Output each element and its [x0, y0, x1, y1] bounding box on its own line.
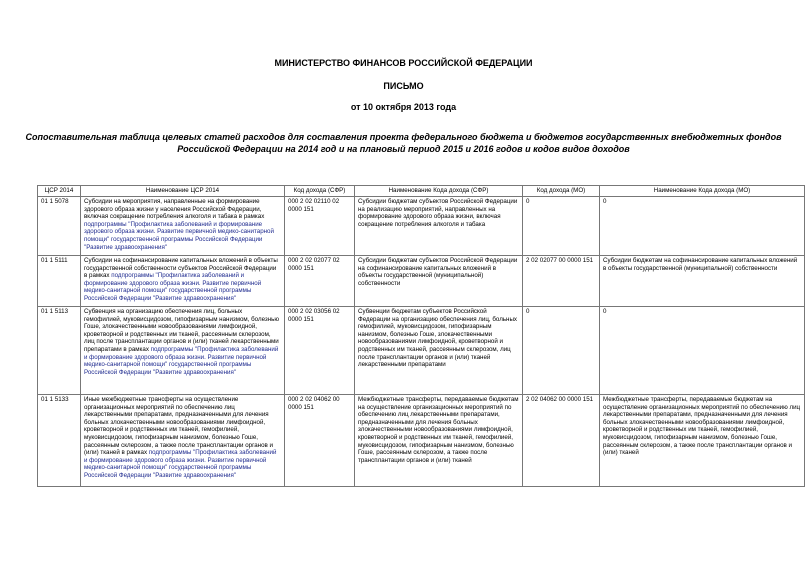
table-row: [38, 256, 805, 307]
sfr-name-cell: Субвенции бюджетам субъектов Российской Федерации на организацию обеспечения лиц, больных гемофилией, муковисцидозом, гипофизарным нанизмом, болезнью Гоше, злокачественными новообразованиями лимфоидной, кроветворной и родственных им тканей, рассеянным склерозом, лиц после трансплантации органов и (или) тканей лекарственными препаратами: [355, 307, 523, 395]
document-type-heading: ПИСЬМО: [383, 81, 424, 91]
table-row: [38, 395, 805, 487]
sfr-code-cell: 000 2 02 02077 02 0000 151: [285, 256, 355, 307]
csr-code-cell: 01 1 5111: [38, 256, 81, 307]
csr-name-text: Иные межбюджетные трансферты на осуществление организационных мероприятий по обеспечению лиц лекарственными препаратами, предназначенными для лечения больных злокачественными новообразованиями лимфоидной, кроветворной и родственных им тканей, гемофилией, муковисцидозом, гипофизарным нанизмом, болезнью Гоше, рассеянным склерозом, а также после трансплантации органов и (или) тканей в рамках: [84, 396, 273, 457]
program-link[interactable]: подпрограммы "Профилактика заболеваний и формирование здорового образа жизни. Развитие первичной медико-санитарной помощи" государственной программы Российской Федерации "Развитие здравоохранения": [84, 220, 274, 251]
document-date: от 10 октября 2013 года: [350, 102, 457, 112]
csr-name-text: Субсидии на софинансирование капитальных вложений в объекты государственной собственности субъектов Российской Федерации в рамках: [84, 257, 278, 280]
csr-code-cell: 01 1 5078: [38, 197, 81, 256]
csr-name-text: Субвенция на организацию обеспечения лиц, больных гемофилией, муковисцидозом, гипофизарным нанизмом, болезнью Гоше, злокачественными новообразованиями лимфоидной, кроветворной и родственных им тканей, рассеянным склерозом, лиц после трансплантации органов и (или) тканей лекарственными препаратами в рамках: [84, 308, 280, 353]
mo-name-cell: Субсидии бюджетам на софинансирование капитальных вложений в объекты государственной (муниципальной) собственности: [600, 256, 805, 307]
column-header: Наименование Кода дохода (СФР): [355, 186, 523, 197]
column-header: Код дохода (МО): [523, 186, 600, 197]
table-header-row: [38, 186, 805, 197]
csr-name-cell: [81, 256, 285, 307]
mo-code-cell: 2 02 04062 00 0000 151: [523, 395, 600, 487]
mo-name-cell: 0: [600, 307, 805, 395]
csr-code-cell: 01 1 5133: [38, 395, 81, 487]
comparison-table: [37, 185, 805, 487]
comparison-table-container: [37, 185, 804, 487]
mo-code-cell: 0: [523, 307, 600, 395]
table-row: [38, 307, 805, 395]
mo-name-cell: Межбюджетные трансферты, передаваемые бюджетам на осуществление организационных мероприятий по обеспечению лиц лекарственными препаратами, предназначенными для лечения больных злокачественными новообразованиями лимфоидной, кроветворной и родственных им тканей, гемофилией, муковисцидозом, гипофизарным нанизмом, болезнью Гоше, рассеянным склерозом, а также после трансплантации органов и (или) тканей: [600, 395, 805, 487]
sfr-code-cell: 000 2 02 02110 02 0000 151: [285, 197, 355, 256]
mo-name-cell: 0: [600, 197, 805, 256]
column-header: Наименование ЦСР 2014: [81, 186, 285, 197]
sfr-code-cell: 000 2 02 04062 00 0000 151: [285, 395, 355, 487]
csr-name-cell: [81, 307, 285, 395]
column-header: ЦСР 2014: [38, 186, 81, 197]
sfr-code-cell: 000 2 02 03056 02 0000 151: [285, 307, 355, 395]
csr-code-cell: 01 1 5113: [38, 307, 81, 395]
csr-name-cell: [81, 197, 285, 256]
ministry-heading: МИНИСТЕРСТВО ФИНАНСОВ РОССИЙСКОЙ ФЕДЕРАЦИИ: [274, 58, 533, 68]
mo-code-cell: 0: [523, 197, 600, 256]
mo-code-cell: 2 02 02077 00 0000 151: [523, 256, 600, 307]
sfr-name-cell: Межбюджетные трансферты, передаваемые бюджетам на осуществление организационных мероприятий по обеспечению лиц лекарственными препаратами, предназначенными для лечения больных злокачественными новообразованиями лимфоидной, кроветворной и родственных им тканей, гемофилией, муковисцидозом, гипофизарным нанизмом, болезнью Гоше, рассеянным склерозом, а также после трансплантации органов и (или) тканей: [355, 395, 523, 487]
table-row: [38, 197, 805, 256]
column-header: Наименование Кода дохода (МО): [600, 186, 805, 197]
document-title: Сопоставительная таблица целевых статей расходов для составления проекта федерального бюджета и бюджетов государственных внебюджетных фондов Российской Федерации на 2014 год и на плановый период 2015 и 2016 годов и кодов видов доходов: [25, 132, 782, 154]
sfr-name-cell: Субсидии бюджетам субъектов Российской Федерации на софинансирование капитальных вложений в объекты государственной (муниципальной) собственности: [355, 256, 523, 307]
program-link[interactable]: подпрограммы "Профилактика заболеваний и формирование здорового образа жизни. Развитие первичной медико-санитарной помощи" государственной программы Российской Федерации "Развитие здравоохранения": [84, 345, 279, 376]
column-header: Код дохода (СФР): [285, 186, 355, 197]
program-link[interactable]: подпрограммы "Профилактика заболеваний и формирование здорового образа жизни. Развитие первичной медико-санитарной помощи" государственной программы Российской Федерации "Развитие здравоохранения": [84, 272, 262, 302]
csr-name-cell: [81, 395, 285, 487]
csr-name-text: Субсидии на мероприятия, направленные на формирование здорового образа жизни у населения Российской Федерации, включая сокращение потребления алкоголя и табака в рамках: [84, 198, 265, 221]
sfr-name-cell: Субсидии бюджетам субъектов Российской Федерации на реализацию мероприятий, направленных на формирование здорового образа жизни, включая сокращение потребления алкоголя и табака: [355, 197, 523, 256]
program-link[interactable]: подпрограммы "Профилактика заболеваний и формирование здорового образа жизни. Развитие первичной медико-санитарной помощи" государственной программы Российской Федерации "Развитие здравоохранения": [84, 449, 277, 479]
